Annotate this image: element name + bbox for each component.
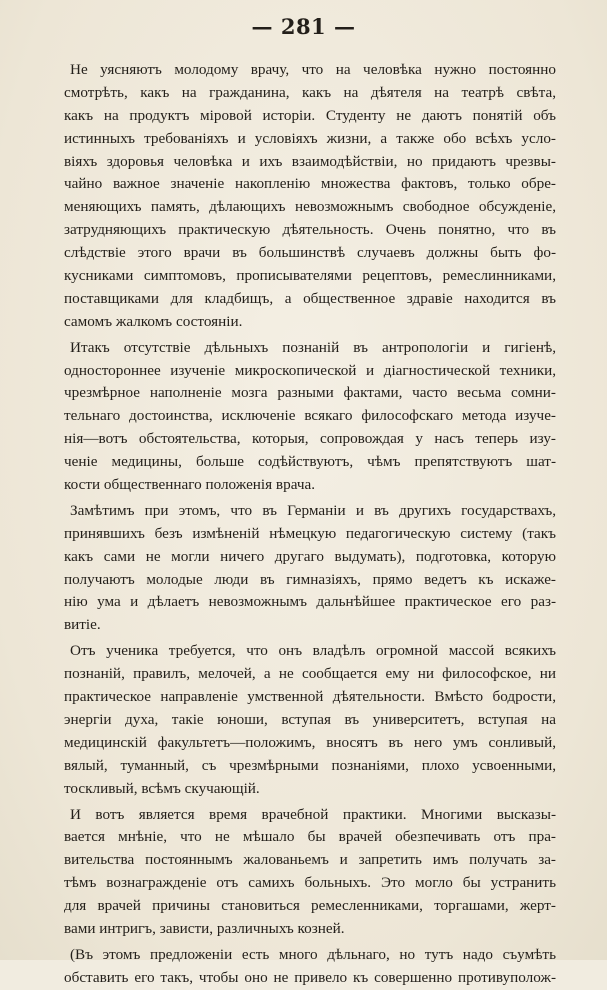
text-line: получаютъ молодые люди въ гимназіяхъ, прямо ведетъ къ искаже- [64,570,556,588]
text-line: нія—вотъ обстоятельства, которыя, сопровождая у насъ теперь изу- [64,430,556,448]
text-line: самомъ жалкомъ состояніи. [64,312,243,330]
text-line: нію ума и дѣлаетъ невозможнымъ дальнѣйшее практическое его раз- [64,593,556,611]
text-line: смотрѣть, какъ на гражданина, какъ на дѣятеля на театрѣ свѣта, [64,83,556,101]
text-line: вительства постояннымъ жалованьемъ и запретить имъ получать за- [64,851,556,869]
text-line: ченіе медицины, больше содѣйствуютъ, чѣмъ препятствуютъ шат- [64,453,556,471]
text-line: слѣдствіе этого врачи въ большинствѣ случаевъ должны быть фо- [64,244,556,262]
text-line: віяхъ здоровья человѣка и ихъ взаимодѣйствіи, но придаютъ чрезвы- [64,152,556,170]
text-line: для врачей причины становиться ремесленниками, торгашами, жерт- [64,897,556,915]
text-line: вами интригъ, зависти, различныхъ козней. [64,919,345,937]
text-line: Замѣтимъ при этомъ, что въ Германіи и въ другихъ государствахъ, [70,501,556,519]
text-line: одностороннее изученіе микроскопической и діагностической техники, [64,361,556,379]
text-line: принявшихъ безъ измѣненій нѣмецкую педагогическую систему (такъ [64,524,556,542]
text-line: тѣмъ вознагражденіе отъ самихъ больныхъ. Это могло бы устранить [64,874,556,892]
text-line: вается мнѣніе, что не мѣшало бы врачей обезпечивать отъ пра- [64,828,556,846]
text-line: чрезмѣрное наполненіе мозга разными фактами, часто весьма сомни- [64,384,556,402]
text-line: кусниками симптомовъ, прописывателями рецептовъ, ремеслинниками, [64,267,556,285]
text-line: какъ на продуктъ міровой исторіи. Студенту не даютъ понятій объ [64,106,556,124]
text-line: тельнаго достоинства, исключеніе всякаго философскаго метода изуче- [64,407,556,425]
text-line: тоскливый, всѣмъ скучающій. [64,779,260,797]
paragraph [64,640,556,800]
body-text [64,59,556,990]
text-line: истинныхъ требованіяхъ и условіяхъ жизни, а также обо всѣхъ усло- [64,129,556,147]
paragraph [64,337,556,497]
text-line: познаній, правилъ, мелочей, а не сообщается ему ни философское, ни [64,665,556,683]
text-line: меняющихъ память, дѣлающихъ невозможнымъ свободное обсужденіе, [64,198,556,216]
text-line: поставщиками для кладбищъ, а общественное здравіе находится въ [64,289,556,307]
text-line: Итакъ отсутствіе дѣльныхъ познаній въ антропологіи и гигіенѣ, [70,338,556,356]
paragraph [64,944,556,990]
text-line: энергіи духа, такіе юноши, вступая въ университетъ, вступая на [64,710,556,728]
text-line: какъ сами не могли ничего другаго выдумать), подготовка, которую [64,547,556,565]
text-line: затрудняющихъ практическую дѣятельность. Очень понятно, что въ [64,221,556,239]
text-line: практическое направленіе умственной дѣятельности. Вмѣсто бодрости, [64,688,556,706]
text-line: Отъ ученика требуется, что онъ владѣлъ огромной массой всякихъ [70,642,556,660]
text-line: кости общественнаго положенія врача. [64,476,316,494]
text-line: вялый, туманный, съ чрезмѣрными познаніями, плохо усвоенными, [64,756,556,774]
text-line: Не уясняютъ молодому врачу, что на человѣка нужно постоянно [70,61,556,78]
text-line: витіе. [64,616,101,634]
text-line: чайно важное значеніе накопленію множества фактовъ, только обре- [64,175,556,193]
text-line: обставить его такъ, чтобы оно не привело къ совершенно противуполож- [64,968,556,986]
page-number: — 281 — [251,14,356,39]
text-line: медицинскій факультетъ—положимъ, вносятъ въ него умъ сонливый, [64,733,556,751]
text-line: И вотъ является время врачебной практики. Многими высказы- [70,805,556,823]
text-line: (Въ этомъ предложеніи есть много дѣльнаго, но тутъ надо съумѣть [70,945,556,963]
paragraph [64,500,556,637]
paragraph [64,804,556,941]
paragraph [64,59,556,334]
